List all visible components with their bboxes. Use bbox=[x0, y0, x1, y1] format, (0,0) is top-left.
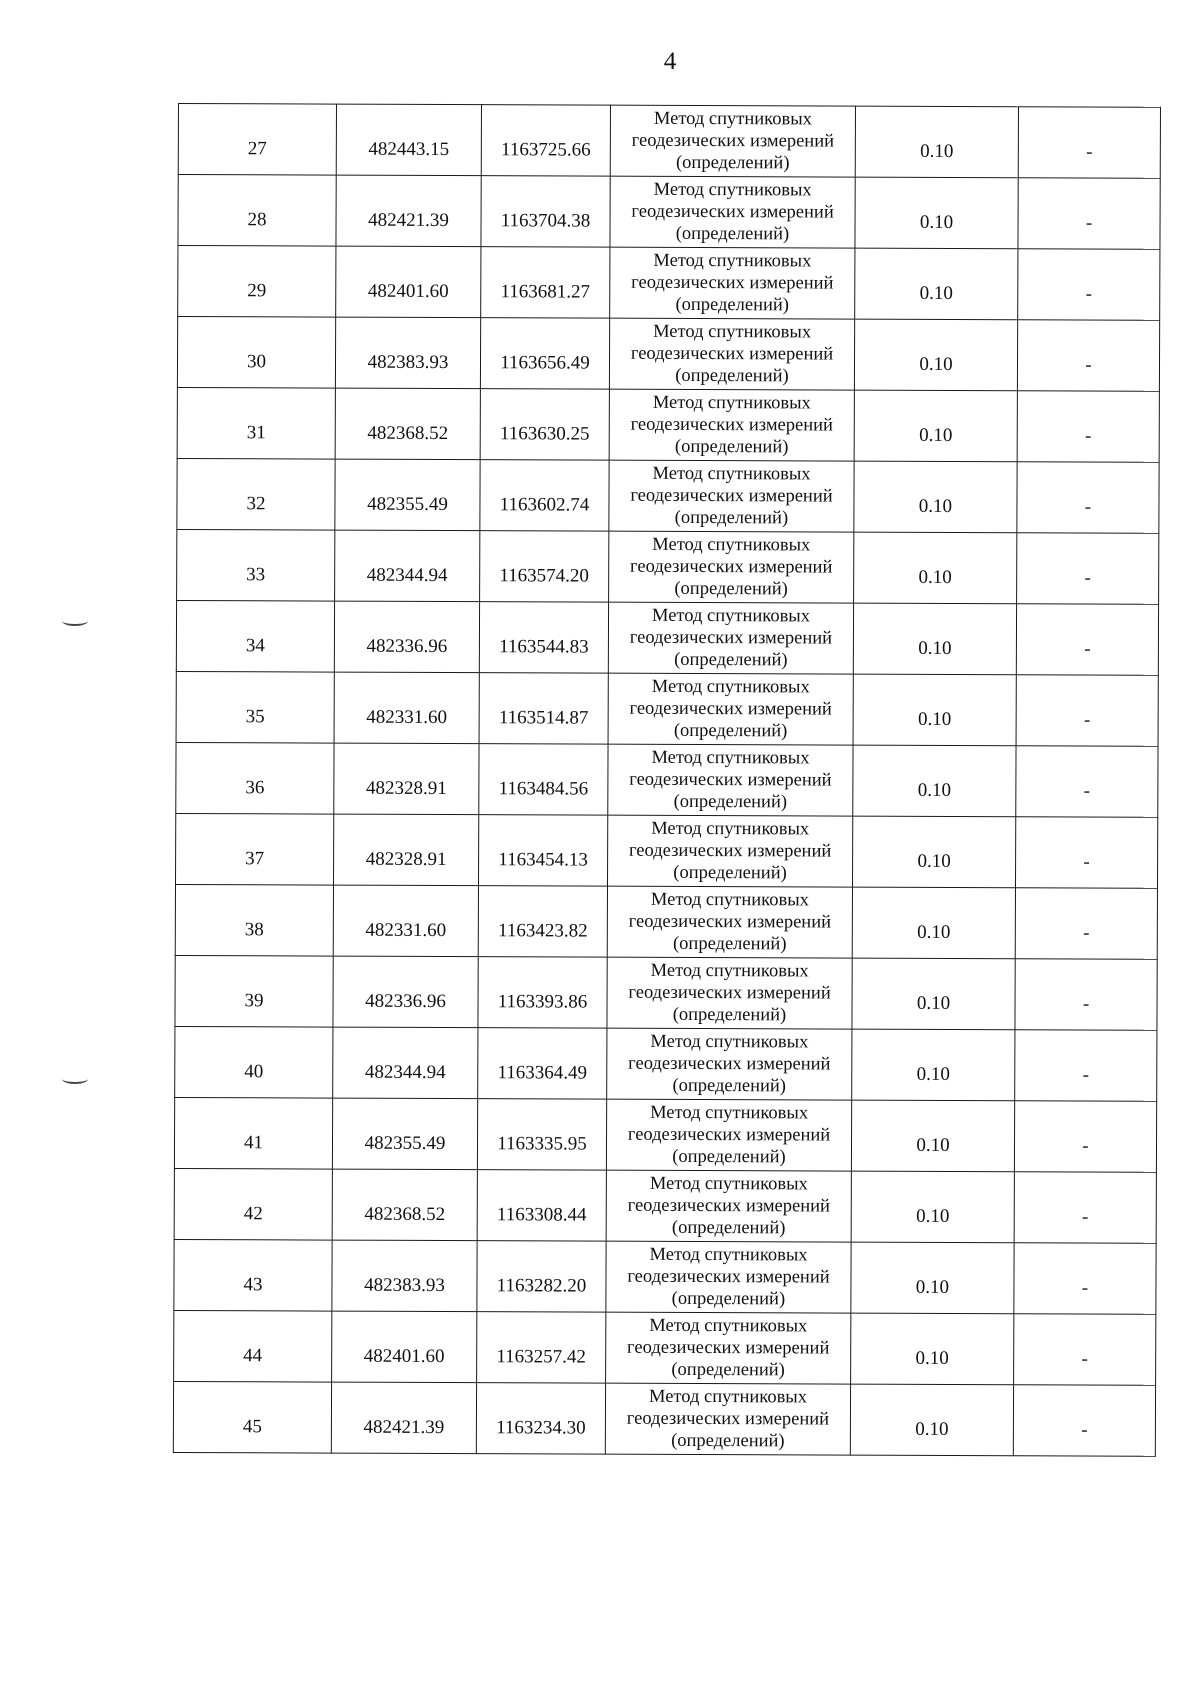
accuracy-cell: 0.10 bbox=[851, 1100, 1014, 1172]
method-text-line: (определений) bbox=[672, 1075, 787, 1097]
y-coordinate-cell: 1163423.82 bbox=[478, 886, 607, 957]
page-number: 4 bbox=[663, 48, 677, 75]
y-coordinate-cell: 1163514.87 bbox=[479, 673, 608, 744]
method-text-line: (определений) bbox=[673, 862, 787, 884]
accuracy-cell: 0.10 bbox=[854, 532, 1017, 604]
x-coordinate-cell: 482443.15 bbox=[336, 104, 481, 176]
x-coordinate-cell: 482344.94 bbox=[333, 1027, 478, 1099]
method-text-line: (определений) bbox=[673, 791, 788, 813]
method-text-line: (определений) bbox=[671, 1430, 785, 1452]
point-number-cell: 27 bbox=[178, 104, 336, 176]
method-text-line: Метод спутниковых bbox=[650, 960, 809, 982]
method-text-line: (определений) bbox=[673, 933, 787, 955]
method-text-line: (определений) bbox=[674, 649, 788, 671]
y-coordinate-cell: 1163484.56 bbox=[479, 744, 608, 815]
point-number-cell: 39 bbox=[175, 955, 333, 1027]
point-number-cell: 35 bbox=[176, 671, 334, 743]
method-cell bbox=[607, 815, 852, 887]
method-text-line: геодезических измерений bbox=[630, 414, 833, 436]
accuracy-cell: 0.10 bbox=[855, 177, 1018, 249]
method-text-line: Метод спутниковых bbox=[649, 1173, 808, 1195]
method-cell bbox=[607, 886, 852, 958]
x-coordinate-cell: 482421.39 bbox=[336, 175, 481, 247]
coordinates-table-body bbox=[173, 104, 1160, 1457]
note-cell: - bbox=[1016, 675, 1158, 747]
method-text-line: Метод спутниковых bbox=[651, 676, 810, 698]
note-cell: - bbox=[1014, 1172, 1156, 1244]
accuracy-cell: 0.10 bbox=[854, 319, 1017, 391]
y-coordinate-cell: 1163454.13 bbox=[478, 815, 607, 886]
table-row bbox=[174, 1239, 1156, 1314]
point-number-cell: 33 bbox=[177, 529, 335, 601]
accuracy-cell: 0.10 bbox=[853, 674, 1016, 746]
note-cell: - bbox=[1015, 817, 1157, 889]
method-cell bbox=[610, 105, 855, 177]
table-row bbox=[175, 884, 1157, 959]
method-text-line: (определений) bbox=[672, 1146, 786, 1168]
method-text-line: (определений) bbox=[674, 507, 789, 529]
accuracy-cell: 0.10 bbox=[855, 248, 1018, 320]
x-coordinate-cell: 482328.91 bbox=[333, 814, 478, 886]
table-row bbox=[177, 529, 1159, 604]
method-text-line: Метод спутниковых bbox=[653, 179, 812, 201]
method-text-line: геодезических измерений bbox=[628, 911, 832, 933]
point-number-cell: 43 bbox=[174, 1239, 332, 1311]
method-text-line: геодезических измерений bbox=[630, 485, 833, 507]
table-row bbox=[177, 317, 1159, 392]
y-coordinate-cell: 1163704.38 bbox=[481, 176, 610, 247]
x-coordinate-cell: 482368.52 bbox=[332, 1169, 477, 1241]
method-text-line: (определений) bbox=[671, 1359, 785, 1381]
table-row bbox=[178, 246, 1160, 321]
note-cell: - bbox=[1015, 1030, 1157, 1102]
method-text-line: (определений) bbox=[675, 223, 790, 245]
table-row bbox=[176, 600, 1158, 675]
method-cell bbox=[606, 1312, 851, 1384]
method-text-line: Метод спутниковых bbox=[651, 747, 810, 769]
method-cell bbox=[609, 389, 854, 461]
y-coordinate-cell: 1163234.30 bbox=[476, 1383, 605, 1454]
note-cell: - bbox=[1018, 178, 1160, 250]
method-cell bbox=[608, 602, 853, 674]
table-row bbox=[175, 1026, 1157, 1101]
coordinates-table bbox=[173, 103, 1161, 1457]
y-coordinate-cell: 1163282.20 bbox=[477, 1241, 606, 1312]
method-cell bbox=[606, 1099, 851, 1171]
note-cell: - bbox=[1016, 746, 1158, 818]
y-coordinate-cell: 1163393.86 bbox=[478, 957, 607, 1028]
scan-artifact-mark bbox=[62, 1074, 88, 1084]
method-text-line: геодезических измерений bbox=[628, 1053, 831, 1075]
x-coordinate-cell: 482331.60 bbox=[333, 885, 478, 957]
method-text-line: геодезических измерений bbox=[628, 982, 831, 1004]
method-text-line: геодезических измерений bbox=[631, 130, 835, 152]
method-cell bbox=[605, 1383, 850, 1455]
y-coordinate-cell: 1163364.49 bbox=[478, 1028, 607, 1099]
method-text-line: геодезических измерений bbox=[627, 1266, 830, 1288]
point-number-cell: 37 bbox=[175, 813, 333, 885]
note-cell: - bbox=[1015, 959, 1157, 1031]
method-text-line: геодезических измерений bbox=[629, 769, 832, 791]
method-text-line: Метод спутниковых bbox=[650, 1031, 809, 1053]
method-text-line: (определений) bbox=[674, 578, 788, 600]
x-coordinate-cell: 482344.94 bbox=[335, 530, 480, 602]
scan-artifact-mark bbox=[62, 616, 88, 626]
note-cell: - bbox=[1017, 391, 1159, 463]
method-text-line: (определений) bbox=[671, 1288, 786, 1310]
method-text-line: Метод спутниковых bbox=[651, 818, 810, 840]
method-cell bbox=[608, 744, 853, 816]
accuracy-cell: 0.10 bbox=[851, 1242, 1014, 1314]
y-coordinate-cell: 1163681.27 bbox=[481, 247, 610, 318]
table-row bbox=[175, 813, 1157, 888]
point-number-cell: 44 bbox=[174, 1310, 332, 1382]
method-text-line: Метод спутниковых bbox=[653, 321, 812, 343]
method-text-line: Метод спутниковых bbox=[653, 108, 812, 130]
method-cell bbox=[607, 957, 852, 1029]
method-text-line: Метод спутниковых bbox=[652, 463, 811, 485]
accuracy-cell: 0.10 bbox=[855, 106, 1018, 178]
method-text-line: Метод спутниковых bbox=[650, 1102, 809, 1124]
method-cell bbox=[610, 247, 855, 319]
method-cell bbox=[606, 1241, 851, 1313]
method-text-line: Метод спутниковых bbox=[649, 1315, 808, 1337]
x-coordinate-cell: 482336.96 bbox=[334, 601, 479, 673]
y-coordinate-cell: 1163602.74 bbox=[480, 460, 609, 531]
accuracy-cell: 0.10 bbox=[852, 958, 1015, 1030]
x-coordinate-cell: 482383.93 bbox=[332, 1240, 477, 1312]
point-number-cell: 40 bbox=[175, 1026, 333, 1098]
note-cell: - bbox=[1017, 320, 1159, 392]
x-coordinate-cell: 482355.49 bbox=[335, 459, 480, 531]
method-cell bbox=[609, 460, 854, 532]
method-text-line: (определений) bbox=[675, 365, 789, 387]
method-cell bbox=[610, 176, 855, 248]
method-text-line: геодезических измерений bbox=[627, 1124, 831, 1146]
y-coordinate-cell: 1163574.20 bbox=[480, 531, 609, 602]
method-text-line: Метод спутниковых bbox=[651, 605, 811, 627]
point-number-cell: 29 bbox=[178, 246, 336, 318]
method-cell bbox=[607, 1028, 852, 1100]
point-number-cell: 38 bbox=[175, 884, 333, 956]
note-cell: - bbox=[1015, 888, 1157, 960]
method-text-line: (определений) bbox=[675, 294, 790, 316]
method-cell bbox=[608, 673, 853, 745]
table-row bbox=[177, 387, 1159, 462]
method-text-line: Метод спутниковых bbox=[649, 1244, 808, 1266]
point-number-cell: 30 bbox=[177, 317, 335, 389]
method-text-line: Метод спутниковых bbox=[652, 392, 811, 414]
point-number-cell: 42 bbox=[174, 1168, 332, 1240]
point-number-cell: 36 bbox=[176, 742, 334, 814]
accuracy-cell: 0.10 bbox=[852, 1029, 1015, 1101]
accuracy-cell: 0.10 bbox=[853, 745, 1016, 817]
x-coordinate-cell: 482383.93 bbox=[335, 317, 480, 389]
table-row bbox=[174, 1310, 1156, 1385]
method-text-line: геодезических измерений bbox=[629, 698, 832, 720]
method-text-line: геодезических измерений bbox=[626, 1408, 830, 1430]
method-text-line: геодезических измерений bbox=[629, 627, 833, 649]
x-coordinate-cell: 482401.60 bbox=[332, 1311, 477, 1383]
method-text-line: Метод спутниковых bbox=[652, 534, 811, 556]
method-text-line: (определений) bbox=[673, 720, 788, 742]
point-number-cell: 45 bbox=[173, 1381, 331, 1453]
method-cell bbox=[606, 1170, 851, 1242]
accuracy-cell: 0.10 bbox=[854, 390, 1017, 462]
method-text-line: Метод спутниковых bbox=[653, 250, 812, 272]
accuracy-cell: 0.10 bbox=[850, 1384, 1013, 1456]
method-text-line: геодезических измерений bbox=[631, 272, 834, 294]
point-number-cell: 32 bbox=[177, 458, 335, 530]
y-coordinate-cell: 1163544.83 bbox=[479, 602, 608, 673]
x-coordinate-cell: 482336.96 bbox=[333, 956, 478, 1028]
point-number-cell: 28 bbox=[178, 175, 336, 247]
x-coordinate-cell: 482401.60 bbox=[336, 246, 481, 318]
note-cell: - bbox=[1017, 533, 1159, 605]
table-row bbox=[176, 671, 1158, 746]
accuracy-cell: 0.10 bbox=[854, 461, 1017, 533]
table-row bbox=[174, 1168, 1156, 1243]
x-coordinate-cell: 482328.91 bbox=[334, 743, 479, 815]
note-cell: - bbox=[1014, 1101, 1156, 1173]
method-text-line: геодезических измерений bbox=[630, 556, 833, 578]
table-row bbox=[175, 955, 1157, 1030]
method-text-line: (определений) bbox=[674, 436, 789, 458]
note-cell: - bbox=[1018, 249, 1160, 321]
point-number-cell: 41 bbox=[174, 1097, 332, 1169]
note-cell: - bbox=[1017, 462, 1159, 534]
method-text-line: Метод спутниковых bbox=[648, 1386, 808, 1408]
point-number-cell: 34 bbox=[176, 600, 334, 672]
y-coordinate-cell: 1163656.49 bbox=[480, 318, 609, 389]
x-coordinate-cell: 482421.39 bbox=[331, 1382, 476, 1454]
method-text-line: (определений) bbox=[672, 1004, 787, 1026]
y-coordinate-cell: 1163308.44 bbox=[477, 1170, 606, 1241]
table-row bbox=[177, 458, 1159, 533]
note-cell: - bbox=[1013, 1385, 1155, 1457]
note-cell: - bbox=[1018, 107, 1160, 179]
accuracy-cell: 0.10 bbox=[851, 1171, 1014, 1243]
point-number-cell: 31 bbox=[177, 387, 335, 459]
x-coordinate-cell: 482331.60 bbox=[334, 672, 479, 744]
method-cell bbox=[609, 531, 854, 603]
accuracy-cell: 0.10 bbox=[851, 1313, 1014, 1385]
method-text-line: (определений) bbox=[671, 1217, 786, 1239]
method-text-line: (определений) bbox=[676, 152, 790, 174]
table-row bbox=[174, 1097, 1156, 1172]
accuracy-cell: 0.10 bbox=[853, 603, 1016, 675]
accuracy-cell: 0.10 bbox=[852, 887, 1015, 959]
table-row bbox=[176, 742, 1158, 817]
table-row bbox=[173, 1381, 1155, 1456]
x-coordinate-cell: 482368.52 bbox=[335, 388, 480, 460]
method-text-line: Метод спутниковых bbox=[650, 889, 809, 911]
y-coordinate-cell: 1163257.42 bbox=[477, 1312, 606, 1383]
note-cell: - bbox=[1014, 1243, 1156, 1315]
method-text-line: геодезических измерений bbox=[631, 201, 834, 223]
method-text-line: геодезических измерений bbox=[630, 343, 834, 365]
note-cell: - bbox=[1014, 1314, 1156, 1386]
accuracy-cell: 0.10 bbox=[852, 816, 1015, 888]
table-row bbox=[178, 104, 1160, 179]
method-cell bbox=[609, 318, 854, 390]
method-text-line: геодезических измерений bbox=[627, 1337, 830, 1359]
y-coordinate-cell: 1163725.66 bbox=[481, 105, 610, 176]
table-row bbox=[178, 175, 1160, 250]
method-text-line: геодезических измерений bbox=[628, 840, 832, 862]
note-cell: - bbox=[1016, 604, 1158, 676]
y-coordinate-cell: 1163630.25 bbox=[480, 389, 609, 460]
x-coordinate-cell: 482355.49 bbox=[332, 1098, 477, 1170]
y-coordinate-cell: 1163335.95 bbox=[477, 1099, 606, 1170]
method-text-line: геодезических измерений bbox=[627, 1195, 830, 1217]
